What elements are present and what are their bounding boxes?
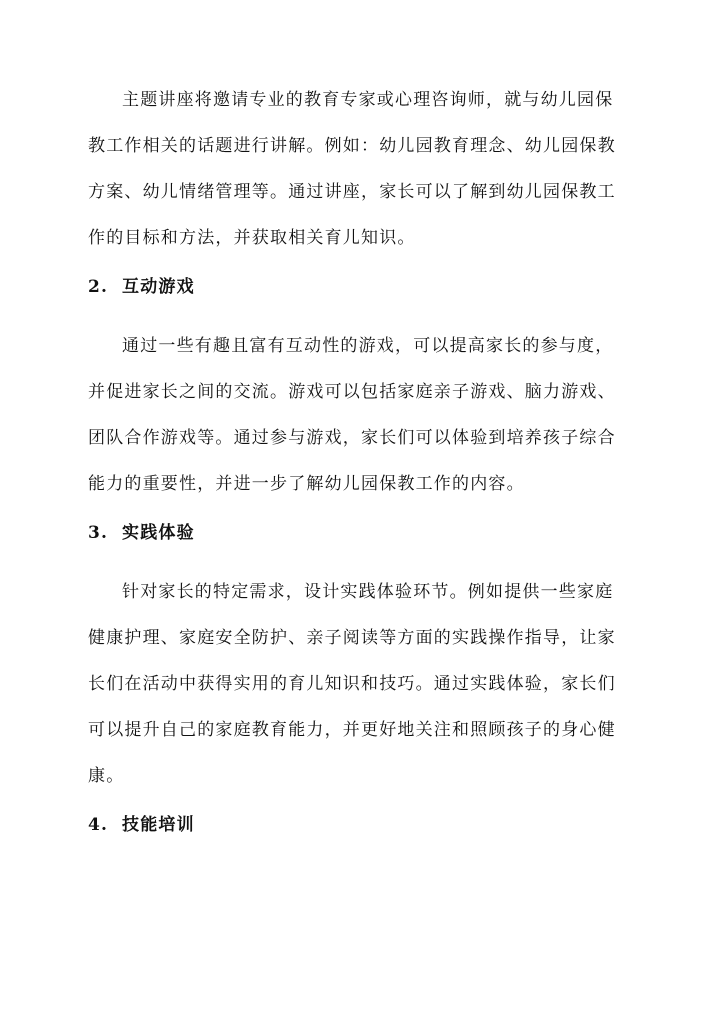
paragraph-line: 主题讲座将邀请专业的教育专家或心理咨询师，就与幼儿园保	[122, 90, 614, 110]
section-heading	[88, 275, 195, 299]
section-number: 2.	[88, 277, 109, 297]
section-title: 技能培训	[122, 815, 195, 835]
paragraph-line: 针对家长的特定需求，设计实践体验环节。例如提供一些家庭	[122, 582, 614, 602]
paragraph-line: 作的目标和方法，并获取相关育儿知识。	[88, 228, 416, 248]
paragraph-line: 团队合作游戏等。通过参与游戏，家长们可以体验到培养孩子综合	[88, 428, 616, 448]
section-heading	[88, 813, 195, 837]
paragraph-line: 能力的重要性，并进一步了解幼儿园保教工作的内容。	[88, 474, 525, 494]
paragraph-line: 健康护理、家庭安全防护、亲子阅读等方面的实践操作指导，让家	[88, 628, 616, 648]
paragraph-line: 并促进家长之间的交流。游戏可以包括家庭亲子游戏、脑力游戏、	[88, 382, 616, 402]
paragraph-line: 方案、幼儿情绪管理等。通过讲座，家长可以了解到幼儿园保教工	[88, 182, 616, 202]
section-title: 实践体验	[122, 523, 195, 543]
paragraph-line: 长们在活动中获得实用的育儿知识和技巧。通过实践体验，家长们	[88, 674, 616, 694]
section-title: 互动游戏	[122, 277, 195, 297]
section-number: 3.	[88, 523, 109, 543]
paragraph-line: 可以提升自己的家庭教育能力，并更好地关注和照顾孩子的身心健	[88, 720, 616, 740]
paragraph-line: 康。	[88, 766, 125, 786]
paragraph-line: 通过一些有趣且富有互动性的游戏，可以提高家长的参与度，	[122, 336, 614, 356]
section-heading	[88, 521, 195, 545]
section-number: 4.	[88, 815, 109, 835]
paragraph-line: 教工作相关的话题进行讲解。例如：幼儿园教育理念、幼儿园保教	[88, 136, 616, 156]
